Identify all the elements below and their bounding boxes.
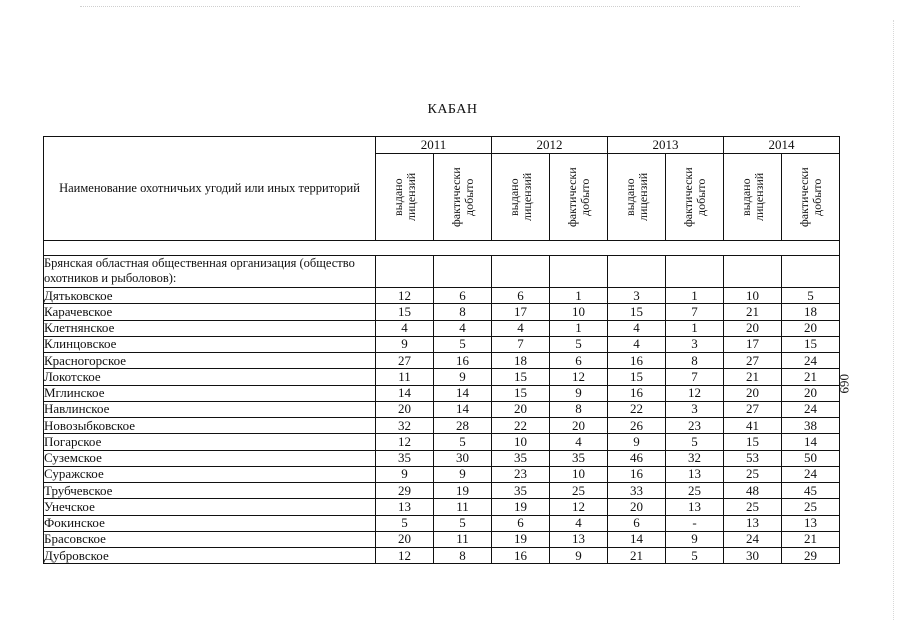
harvested-value: 50	[782, 450, 840, 466]
year-header-2013: 2013	[608, 137, 724, 154]
page-number: 069	[837, 374, 852, 394]
territory-name: Унечское	[44, 499, 376, 515]
harvested-value: 32	[666, 450, 724, 466]
harvested-value: 30	[434, 450, 492, 466]
harvested-value: 1	[550, 288, 608, 304]
harvested-value: 9	[550, 385, 608, 401]
issued-value: 3	[608, 288, 666, 304]
issued-value: 22	[608, 401, 666, 417]
table-row	[44, 304, 840, 320]
territory-name: Карачевское	[44, 304, 376, 320]
harvested-value: 25	[666, 483, 724, 499]
issued-value: 16	[608, 385, 666, 401]
table-row	[44, 353, 840, 369]
harvested-value: 1	[550, 320, 608, 336]
territory-name: Фокинское	[44, 515, 376, 531]
table-row	[44, 418, 840, 434]
issued-value: 17	[724, 336, 782, 352]
issued-value: 12	[376, 548, 434, 564]
issued-header	[492, 154, 550, 241]
table-row	[44, 466, 840, 482]
issued-value: 14	[608, 531, 666, 547]
harvested-value: 16	[434, 353, 492, 369]
table-row	[44, 450, 840, 466]
issued-value: 27	[376, 353, 434, 369]
issued-value: 35	[376, 450, 434, 466]
harvested-value: 13	[666, 499, 724, 515]
harvested-header	[666, 154, 724, 241]
issued-value: 12	[376, 288, 434, 304]
issued-value: 11	[376, 369, 434, 385]
harvested-value: 5	[434, 515, 492, 531]
issued-value: 23	[492, 466, 550, 482]
harvested-value: 14	[434, 385, 492, 401]
issued-value: 13	[724, 515, 782, 531]
harvested-label: фактически добыто	[680, 167, 708, 227]
harvested-value: 11	[434, 499, 492, 515]
issued-value: 15	[724, 434, 782, 450]
year-header-2012: 2012	[492, 137, 608, 154]
issued-value: 53	[724, 450, 782, 466]
harvested-value: 24	[782, 353, 840, 369]
issued-value: 4	[608, 320, 666, 336]
harvested-value: 1	[666, 288, 724, 304]
harvested-value: 9	[434, 466, 492, 482]
harvested-value: 3	[666, 401, 724, 417]
harvested-value: 20	[550, 418, 608, 434]
harvested-value: 13	[666, 466, 724, 482]
issued-value: 20	[608, 499, 666, 515]
issued-value: 15	[608, 369, 666, 385]
issued-value: 27	[724, 353, 782, 369]
territory-name: Локотское	[44, 369, 376, 385]
harvested-value: 15	[782, 336, 840, 352]
harvested-value: 7	[666, 304, 724, 320]
harvested-value: 25	[782, 499, 840, 515]
harvested-value: 9	[434, 369, 492, 385]
issued-value: 20	[724, 320, 782, 336]
harvested-value: 12	[666, 385, 724, 401]
harvested-value: 10	[550, 304, 608, 320]
issued-value: 4	[492, 320, 550, 336]
harvested-value: 38	[782, 418, 840, 434]
harvested-value: 23	[666, 418, 724, 434]
issued-value: 26	[608, 418, 666, 434]
year-header-2011: 2011	[376, 137, 492, 154]
table-row	[44, 369, 840, 385]
table-row	[44, 320, 840, 336]
issued-value: 25	[724, 466, 782, 482]
table-row	[44, 515, 840, 531]
table-row	[44, 336, 840, 352]
table-row	[44, 531, 840, 547]
territory-name: Дубровское	[44, 548, 376, 564]
issued-value: 20	[376, 401, 434, 417]
issued-header	[608, 154, 666, 241]
territory-name: Новозыбковское	[44, 418, 376, 434]
harvested-value: 6	[550, 353, 608, 369]
territory-name: Погарское	[44, 434, 376, 450]
issued-value: 4	[376, 320, 434, 336]
harvested-value: 21	[782, 369, 840, 385]
year-header-2014: 2014	[724, 137, 840, 154]
harvested-value: 20	[782, 385, 840, 401]
table-row	[44, 288, 840, 304]
harvested-value: -	[666, 515, 724, 531]
issued-value: 16	[492, 548, 550, 564]
harvested-value: 8	[434, 548, 492, 564]
harvested-value: 14	[434, 401, 492, 417]
issued-value: 7	[492, 336, 550, 352]
harvested-value: 8	[434, 304, 492, 320]
table-row	[44, 548, 840, 564]
harvested-value: 4	[434, 320, 492, 336]
issued-value: 10	[724, 288, 782, 304]
issued-value: 27	[724, 401, 782, 417]
issued-value: 41	[724, 418, 782, 434]
issued-value: 24	[724, 531, 782, 547]
issued-value: 19	[492, 499, 550, 515]
issued-header	[724, 154, 782, 241]
harvested-value: 1	[666, 320, 724, 336]
issued-value: 21	[608, 548, 666, 564]
table-row	[44, 483, 840, 499]
issued-value: 48	[724, 483, 782, 499]
issued-value: 15	[492, 369, 550, 385]
issued-value: 5	[376, 515, 434, 531]
issued-value: 13	[376, 499, 434, 515]
issued-value: 14	[376, 385, 434, 401]
harvested-value: 5	[782, 288, 840, 304]
issued-header	[376, 154, 434, 241]
harvested-value: 14	[782, 434, 840, 450]
harvested-value: 13	[550, 531, 608, 547]
territory-name: Красногорское	[44, 353, 376, 369]
territory-name: Клинцовское	[44, 336, 376, 352]
harvested-value: 25	[550, 483, 608, 499]
territory-name: Мглинское	[44, 385, 376, 401]
harvested-value: 8	[666, 353, 724, 369]
issued-value: 35	[492, 450, 550, 466]
issued-value: 9	[608, 434, 666, 450]
harvested-value: 35	[550, 450, 608, 466]
harvested-value: 20	[782, 320, 840, 336]
harvested-value: 8	[550, 401, 608, 417]
issued-value: 6	[492, 515, 550, 531]
harvested-value: 12	[550, 369, 608, 385]
territory-name: Дятьковское	[44, 288, 376, 304]
issued-value: 16	[608, 353, 666, 369]
harvested-value: 10	[550, 466, 608, 482]
harvested-value: 5	[434, 434, 492, 450]
harvested-value: 24	[782, 466, 840, 482]
issued-label: выдано лицензий	[622, 172, 650, 222]
harvested-value: 6	[434, 288, 492, 304]
territory-name: Трубчевское	[44, 483, 376, 499]
issued-value: 20	[376, 531, 434, 547]
issued-value: 22	[492, 418, 550, 434]
harvested-value: 7	[666, 369, 724, 385]
issued-value: 21	[724, 304, 782, 320]
territory-name: Суражское	[44, 466, 376, 482]
table-row	[44, 499, 840, 515]
issued-value: 9	[376, 466, 434, 482]
issued-value: 18	[492, 353, 550, 369]
issued-value: 12	[376, 434, 434, 450]
territory-name: Суземское	[44, 450, 376, 466]
issued-value: 30	[724, 548, 782, 564]
harvested-value: 19	[434, 483, 492, 499]
harvested-header	[782, 154, 840, 241]
issued-value: 20	[492, 401, 550, 417]
harvested-value: 9	[666, 531, 724, 547]
table-row	[44, 401, 840, 417]
harvested-label: фактически добыто	[448, 167, 476, 227]
issued-label: выдано лицензий	[506, 172, 534, 222]
harvested-value: 28	[434, 418, 492, 434]
issued-value: 20	[724, 385, 782, 401]
territory-name: Навлинское	[44, 401, 376, 417]
territory-name: Брасовское	[44, 531, 376, 547]
harvested-value: 3	[666, 336, 724, 352]
issued-label: выдано лицензий	[390, 172, 418, 222]
issued-value: 17	[492, 304, 550, 320]
scan-top-edge	[80, 6, 800, 7]
issued-value: 15	[608, 304, 666, 320]
territory-name: Клетнянское	[44, 320, 376, 336]
issued-value: 9	[376, 336, 434, 352]
issued-value: 32	[376, 418, 434, 434]
harvested-value: 21	[782, 531, 840, 547]
issued-value: 46	[608, 450, 666, 466]
harvested-value: 18	[782, 304, 840, 320]
table-row	[44, 434, 840, 450]
issued-value: 33	[608, 483, 666, 499]
issued-value: 19	[492, 531, 550, 547]
issued-value: 6	[608, 515, 666, 531]
licenses-table	[43, 136, 840, 564]
table-row	[44, 385, 840, 401]
harvested-value: 4	[550, 434, 608, 450]
issued-value: 21	[724, 369, 782, 385]
issued-label: выдано лицензий	[738, 172, 766, 222]
spacer-row	[44, 241, 840, 256]
issued-value: 16	[608, 466, 666, 482]
harvested-header	[550, 154, 608, 241]
harvested-header	[434, 154, 492, 241]
issued-value: 15	[492, 385, 550, 401]
issued-value: 6	[492, 288, 550, 304]
harvested-value: 5	[666, 434, 724, 450]
name-column-header: Наименование охотничьих угодий или иных территорий	[44, 137, 376, 241]
harvested-value: 5	[434, 336, 492, 352]
harvested-value: 9	[550, 548, 608, 564]
harvested-value: 24	[782, 401, 840, 417]
issued-value: 29	[376, 483, 434, 499]
harvested-value: 11	[434, 531, 492, 547]
harvested-value: 5	[550, 336, 608, 352]
harvested-value: 29	[782, 548, 840, 564]
issued-value: 25	[724, 499, 782, 515]
harvested-value: 12	[550, 499, 608, 515]
organization-row	[44, 256, 840, 288]
issued-value: 15	[376, 304, 434, 320]
page-title: КАБАН	[427, 102, 478, 117]
issued-value: 4	[608, 336, 666, 352]
harvested-value: 5	[666, 548, 724, 564]
harvested-value: 13	[782, 515, 840, 531]
issued-value: 10	[492, 434, 550, 450]
harvested-value: 4	[550, 515, 608, 531]
harvested-value: 45	[782, 483, 840, 499]
issued-value: 35	[492, 483, 550, 499]
harvested-label: фактически добыто	[796, 167, 824, 227]
organization-name: Брянская областная общественная организация (общество охотников и рыболовов):	[44, 256, 376, 288]
harvested-label: фактически добыто	[564, 167, 592, 227]
